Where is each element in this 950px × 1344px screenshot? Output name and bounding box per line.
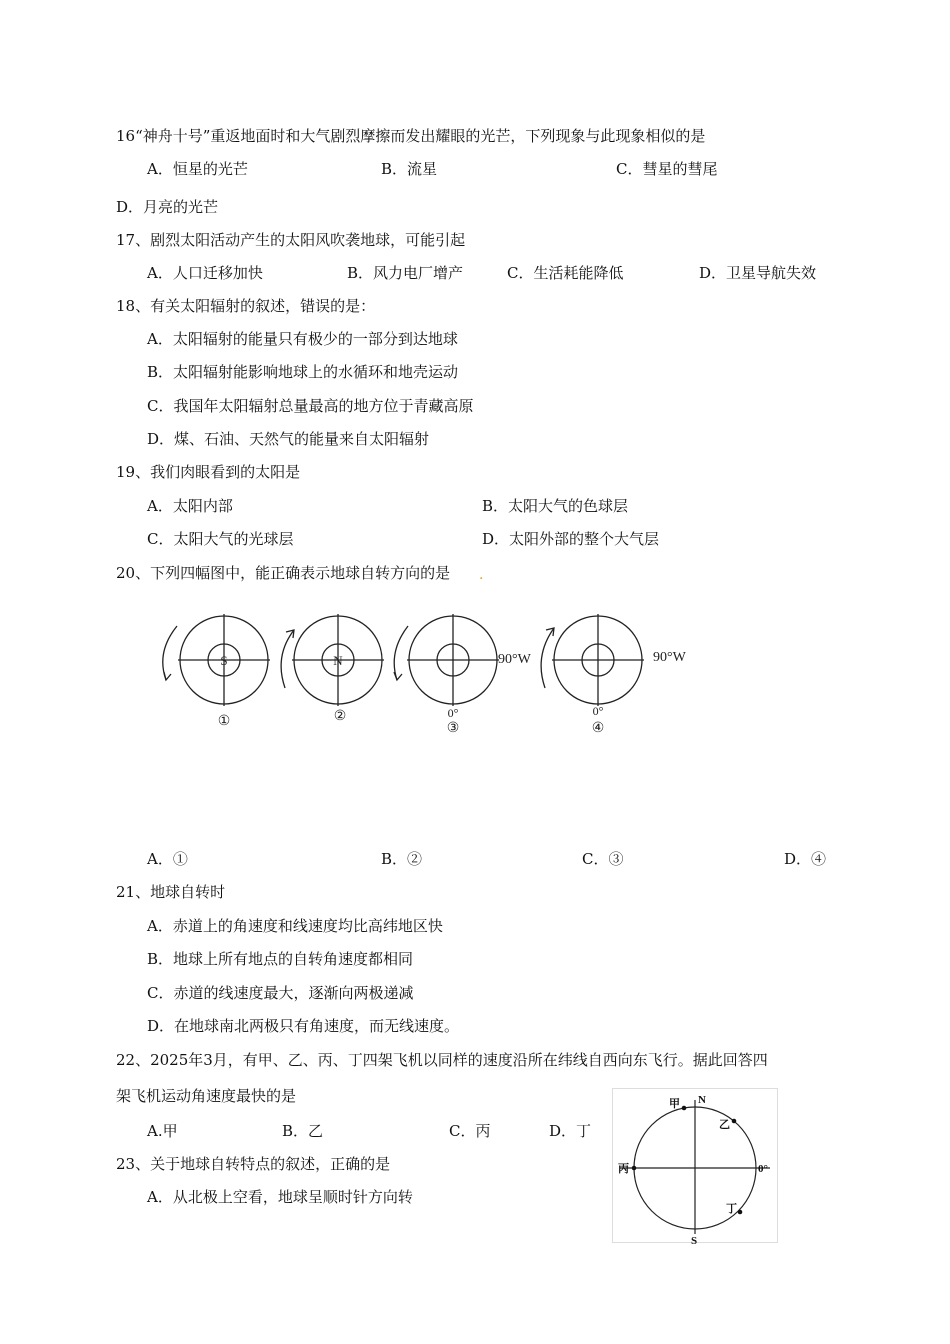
question-16-option-c: C．彗星的彗尾: [616, 160, 718, 178]
label-jia: 甲: [669, 1098, 680, 1110]
question-22-stem-line2: 架飞机运动角速度最快的是: [116, 1087, 297, 1105]
question-18-option-a: A．太阳辐射的能量只有极少的一部分到达地球: [147, 330, 458, 348]
label-n: N: [698, 1094, 706, 1106]
plane-jia-dot: [682, 1106, 687, 1111]
rotation-arrow-1: [163, 626, 177, 680]
rotation-arrow-2: [281, 630, 294, 688]
question-22-option-d: D．丁: [549, 1122, 592, 1140]
question-19-option-d: D．太阳外部的整个大气层: [482, 530, 660, 548]
question-20-option-b: B．②: [381, 850, 423, 868]
globe-planes-figure: [612, 1088, 778, 1244]
diagram-2-center-label: N: [333, 653, 343, 668]
rotation-arrow-4: [541, 628, 554, 688]
plane-yi-dot: [732, 1119, 737, 1124]
question-20-option-c: C．③: [582, 850, 624, 868]
diagram-4-right-label: 90°W: [653, 650, 686, 665]
question-19-option-a: A．太阳内部: [147, 497, 233, 515]
diagram-2-number: ②: [333, 709, 347, 724]
question-16-option-b: B．流星: [381, 160, 438, 178]
question-17-option-c: C．生活耗能降低: [507, 264, 624, 282]
question-17-option-b: B．风力电厂增产: [347, 264, 464, 282]
question-20-stem: 20、下列四幅图中，能正确表示地球自转方向的是: [116, 564, 451, 582]
diagram-1: [163, 614, 270, 706]
question-22-option-a: A.甲: [147, 1122, 178, 1140]
diagram-3: [394, 614, 499, 706]
question-16-stem: 16“神舟十号”重返地面时和大气剧烈摩擦而发出耀眼的光芒，下列现象与此现象相似的是: [116, 127, 706, 145]
question-17-option-a: A．人口迁移加快: [147, 264, 263, 282]
diagram-4-number: ④: [591, 721, 605, 736]
question-20-option-d: D．④: [784, 850, 827, 868]
question-18-option-c: C．我国年太阳辐射总量最高的地方位于青藏高原: [147, 397, 474, 415]
plane-ding-dot: [738, 1210, 743, 1215]
question-17-option-d: D．卫星导航失效: [699, 264, 817, 282]
question-19-option-c: C．太阳大气的光球层: [147, 530, 294, 548]
question-19-stem: 19、我们肉眼看到的太阳是: [116, 463, 301, 481]
question-21-option-a: A．赤道上的角速度和线速度均比高纬地区快: [147, 917, 443, 935]
diagram-3-number: ③: [446, 721, 460, 736]
question-23-stem: 23、关于地球自转特点的叙述，正确的是: [116, 1155, 391, 1173]
question-21-stem: 21、地球自转时: [116, 883, 226, 901]
diagram-1-number: ①: [217, 714, 231, 729]
question-23-option-a: A．从北极上空看，地球呈顺时针方向转: [147, 1188, 413, 1206]
yellow-dot-mark: .: [479, 567, 484, 583]
diagram-3-bottom-label: 0°: [447, 706, 459, 720]
question-18-option-b: B．太阳辐射能影响地球上的水循环和地壳运动: [147, 363, 459, 381]
question-21-option-b: B．地球上所有地点的自转角速度都相同: [147, 950, 414, 968]
label-zero-degree: 0°: [758, 1163, 768, 1175]
rotation-direction-figure: [150, 608, 710, 740]
question-16-option-d: D．月亮的光芒: [116, 198, 219, 216]
diagram-4-bottom-label: 0°: [592, 704, 604, 718]
question-17-stem: 17、剧烈太阳活动产生的太阳风吹袭地球，可能引起: [116, 231, 466, 249]
arrowhead-1: [164, 672, 171, 680]
question-22-stem-line1: 22、2025年3月，有甲、乙、丙、丁四架飞机以同样的速度沿所在纬线自西向东飞行。据此回答四: [116, 1051, 768, 1069]
label-s: S: [691, 1235, 698, 1244]
question-21-option-c: C．赤道的线速度最大，逐渐向两极递减: [147, 984, 414, 1002]
question-22-option-b: B．乙: [282, 1122, 324, 1140]
label-bing: 丙: [618, 1163, 629, 1175]
question-21-option-d: D．在地球南北两极只有角速度，而无线速度。: [147, 1017, 460, 1035]
question-19-option-b: B．太阳大气的色球层: [482, 497, 629, 515]
diagram-1-center-label: S: [220, 653, 228, 668]
label-yi: 乙: [719, 1119, 730, 1131]
diagram-4: [541, 614, 644, 706]
question-18-option-d: D．煤、石油、天然气的能量来自太阳辐射: [147, 430, 430, 448]
question-22-option-c: C．丙: [449, 1122, 491, 1140]
rotation-arrow-3: [394, 626, 408, 680]
question-16-option-a: A．恒星的光芒: [147, 160, 248, 178]
plane-bing-dot: [632, 1166, 637, 1171]
question-18-stem: 18、有关太阳辐射的叙述，错误的是：: [116, 297, 376, 315]
label-ding: 丁: [726, 1203, 737, 1215]
diagram-3-right-label: 90°W: [498, 652, 531, 667]
question-20-option-a: A．①: [147, 850, 188, 868]
